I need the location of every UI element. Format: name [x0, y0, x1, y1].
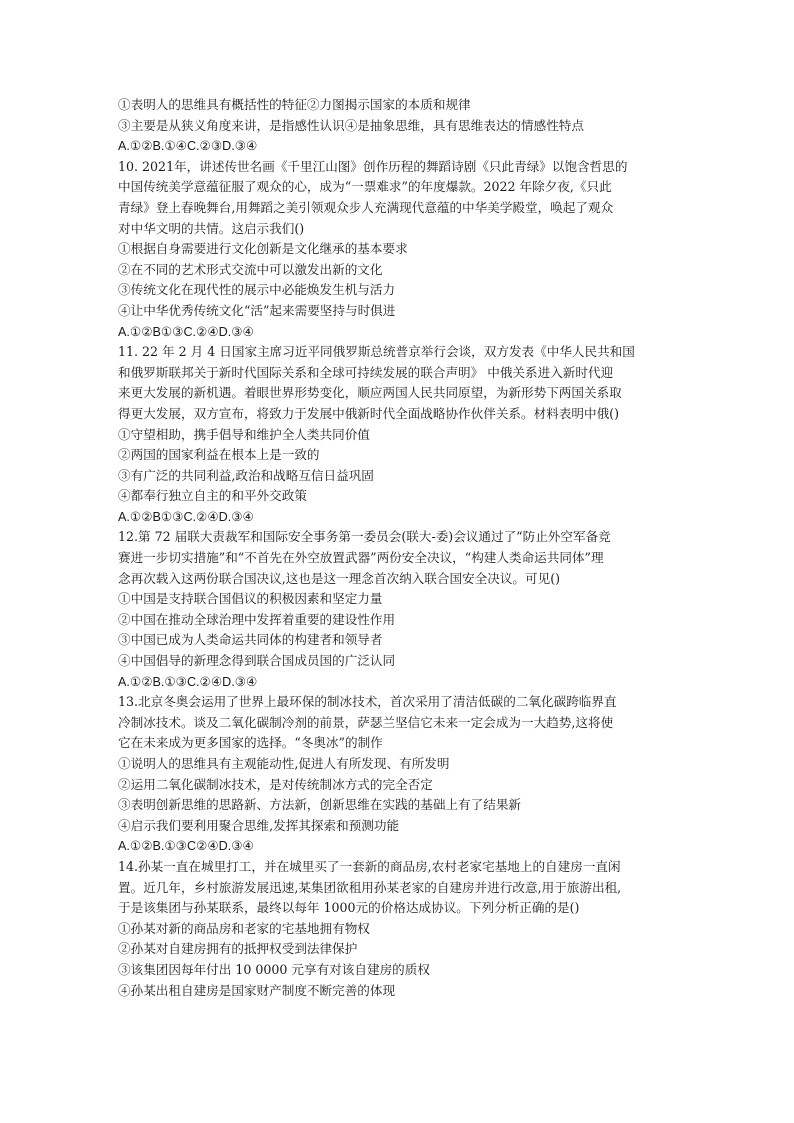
q12-option-4: ④中国倡导的新理念得到联合国成员国的广泛认同 [118, 653, 396, 669]
q11-answer-choices: A.①②B①③C.②④D.③④ [118, 509, 254, 524]
q12-option-3: ③中国已成为人类命运共同体的构建者和领导者 [118, 632, 383, 648]
q12-stem-line-1: 12.第 72 届联大责裁军和国际安全事务第一委员会(联大-委)会议通过了“防止外空军备竞 [118, 529, 611, 545]
q13-stem-line-1: 13.北京冬奥会运用了世界上最环保的制冰技术，首次采用了清洁低碳的二氧化碳跨临界直 [118, 694, 617, 710]
q11-option-3: ③有广泛的共同利益,政治和战略互信日益巩固 [118, 467, 374, 483]
q13-option-2: ②运用二氧化碳制冰技术，是对传统制冰方式的完全否定 [118, 776, 433, 792]
q11-stem-line-4: 得更大发展，双方宣布，将致力于发展中俄新时代全面战略协作伙伴关系。材料表明中俄() [118, 405, 619, 421]
q11-stem-line-1: 11. 22 年 2 月 4 日国家主席习近平同俄罗斯总统普京举行会谈，双方发表《中华人民共和国 [118, 344, 635, 360]
q10-option-4: ④让中华优秀传统文化“活”起来需要坚持与时俱进 [118, 302, 396, 318]
q14-option-3: ③该集团因每年付出 10 0000 元享有对该自建房的质权 [118, 961, 430, 977]
q9-options-line-2: ③主要是从狭义角度来讲，是指感性认识④是抽象思维，具有思维表达的情感性特点 [118, 117, 584, 133]
q13-answer-choices: A.①②B.①③C②④D.③④ [118, 839, 254, 854]
q10-option-3: ③传统文化在现代性的展示中必能焕发生机与活力 [118, 282, 396, 298]
q14-stem-line-2: 置。近几年，乡村旅游发展迅速,某集团欲租用孙某老家的自建房并进行改意,用于旅游出租, [118, 879, 622, 895]
q12-stem-line-2: 赛进一步切实措施”和“不首先在外空放置武器”两份安全决议，“构建人类命运共同体”理 [118, 550, 604, 566]
q14-option-1: ①孙某对新的商品房和老家的宅基地拥有物权 [118, 920, 370, 936]
q10-option-2: ②在不同的艺术形式交流中可以激发出新的文化 [118, 261, 383, 277]
q14-stem-line-1: 14.孙某一直在城里打工，并在城里买了一套新的商品房,农村老家宅基地上的自建房一直闲 [118, 858, 621, 874]
q10-stem-line-4: 对中华文明的共情。这启示我们() [118, 220, 305, 236]
q11-stem-line-2: 和俄罗斯联邦关于新时代国际关系和全球可持续发展的联合声明》 中俄关系进入新时代迎 [118, 364, 614, 380]
exam-page [118, 95, 683, 1001]
q10-answer-choices: A.①②B①③C.②④D.③④ [118, 324, 254, 339]
q10-stem-line-1: 10. 2021年，讲述传世名画《千里江山图》创作历程的舞蹈诗剧《只此青绿》以饱含哲思的 [118, 158, 628, 174]
q14-stem-line-3: 于是该集团与孙某联系，最终以每年 1000元的价格达成协议。下列分析正确的是() [118, 900, 580, 916]
q11-stem-line-3: 来更大发展的新机遇。着眼世界形势变化，顺应两国人民共同原望，为新形势下两国关系取 [118, 385, 622, 401]
q9-options-line-1: ①表明人的思维具有概括性的特征②力图揭示国家的本质和规律 [118, 97, 471, 112]
q9-answer-choices: A.①②B.①④C.②③D.③④ [118, 139, 258, 154]
q11-option-4: ④都奉行独立自主的和平外交政策 [118, 488, 307, 504]
q13-option-1: ①说明人的思维具有主观能动性,促进人有所发现、有所发明 [118, 756, 450, 771]
q10-stem-line-2: 中国传统美学意蕴征服了观众的心，成为“一票难求”的年度爆款。2022 年除夕夜,《只此 [118, 179, 612, 195]
q13-stem-line-2: 冷制冰技术。谈及二氧化碳制冷剂的前景，萨瑟兰坚信它未来一定会成为一大趋势,这将使 [118, 714, 614, 730]
q10-option-1: ①根据自身需要进行文化创新是文化继承的基本要求 [118, 241, 408, 257]
q14-option-4: ④孙某出租自建房是国家财产制度不断完善的体现 [118, 982, 396, 998]
q10-stem-line-3: 青绿》登上春晚舞台,用舞蹈之美引领观众步人充满现代意蕴的中华美学殿堂，唤起了观众 [118, 199, 614, 215]
q12-option-2: ②中国在推动全球治理中发挥着重要的建设性作用 [118, 611, 396, 627]
q12-answer-choices: A.①②B.①③C.②④D.③④ [118, 674, 258, 689]
q11-option-1: ①守望相助，携手倡导和维护全人类共同价值 [118, 426, 370, 442]
q14-option-2: ②孙某对自建房拥有的抵押权受到法律保护 [118, 941, 358, 957]
q13-stem-line-3: 它在未来成为更多国家的选择。“冬奥冰”的制作 [118, 735, 383, 751]
q13-option-4: ④启示我们要利用聚合思维,发挥其探索和预测功能 [118, 817, 400, 833]
q12-stem-line-3: 念再次载入这两份联合国决议,这也是这一理念首次纳入联合国安全决议。可见() [118, 570, 561, 586]
q12-option-1: ①中国是支持联合国倡议的积极因素和坚定力量 [118, 591, 383, 607]
q13-option-3: ③表明创新思维的思路新、方法新，创新思维在实践的基础上有了结果新 [118, 797, 521, 813]
q11-option-2: ②两国的国家利益在根本上是一致的 [118, 447, 320, 463]
